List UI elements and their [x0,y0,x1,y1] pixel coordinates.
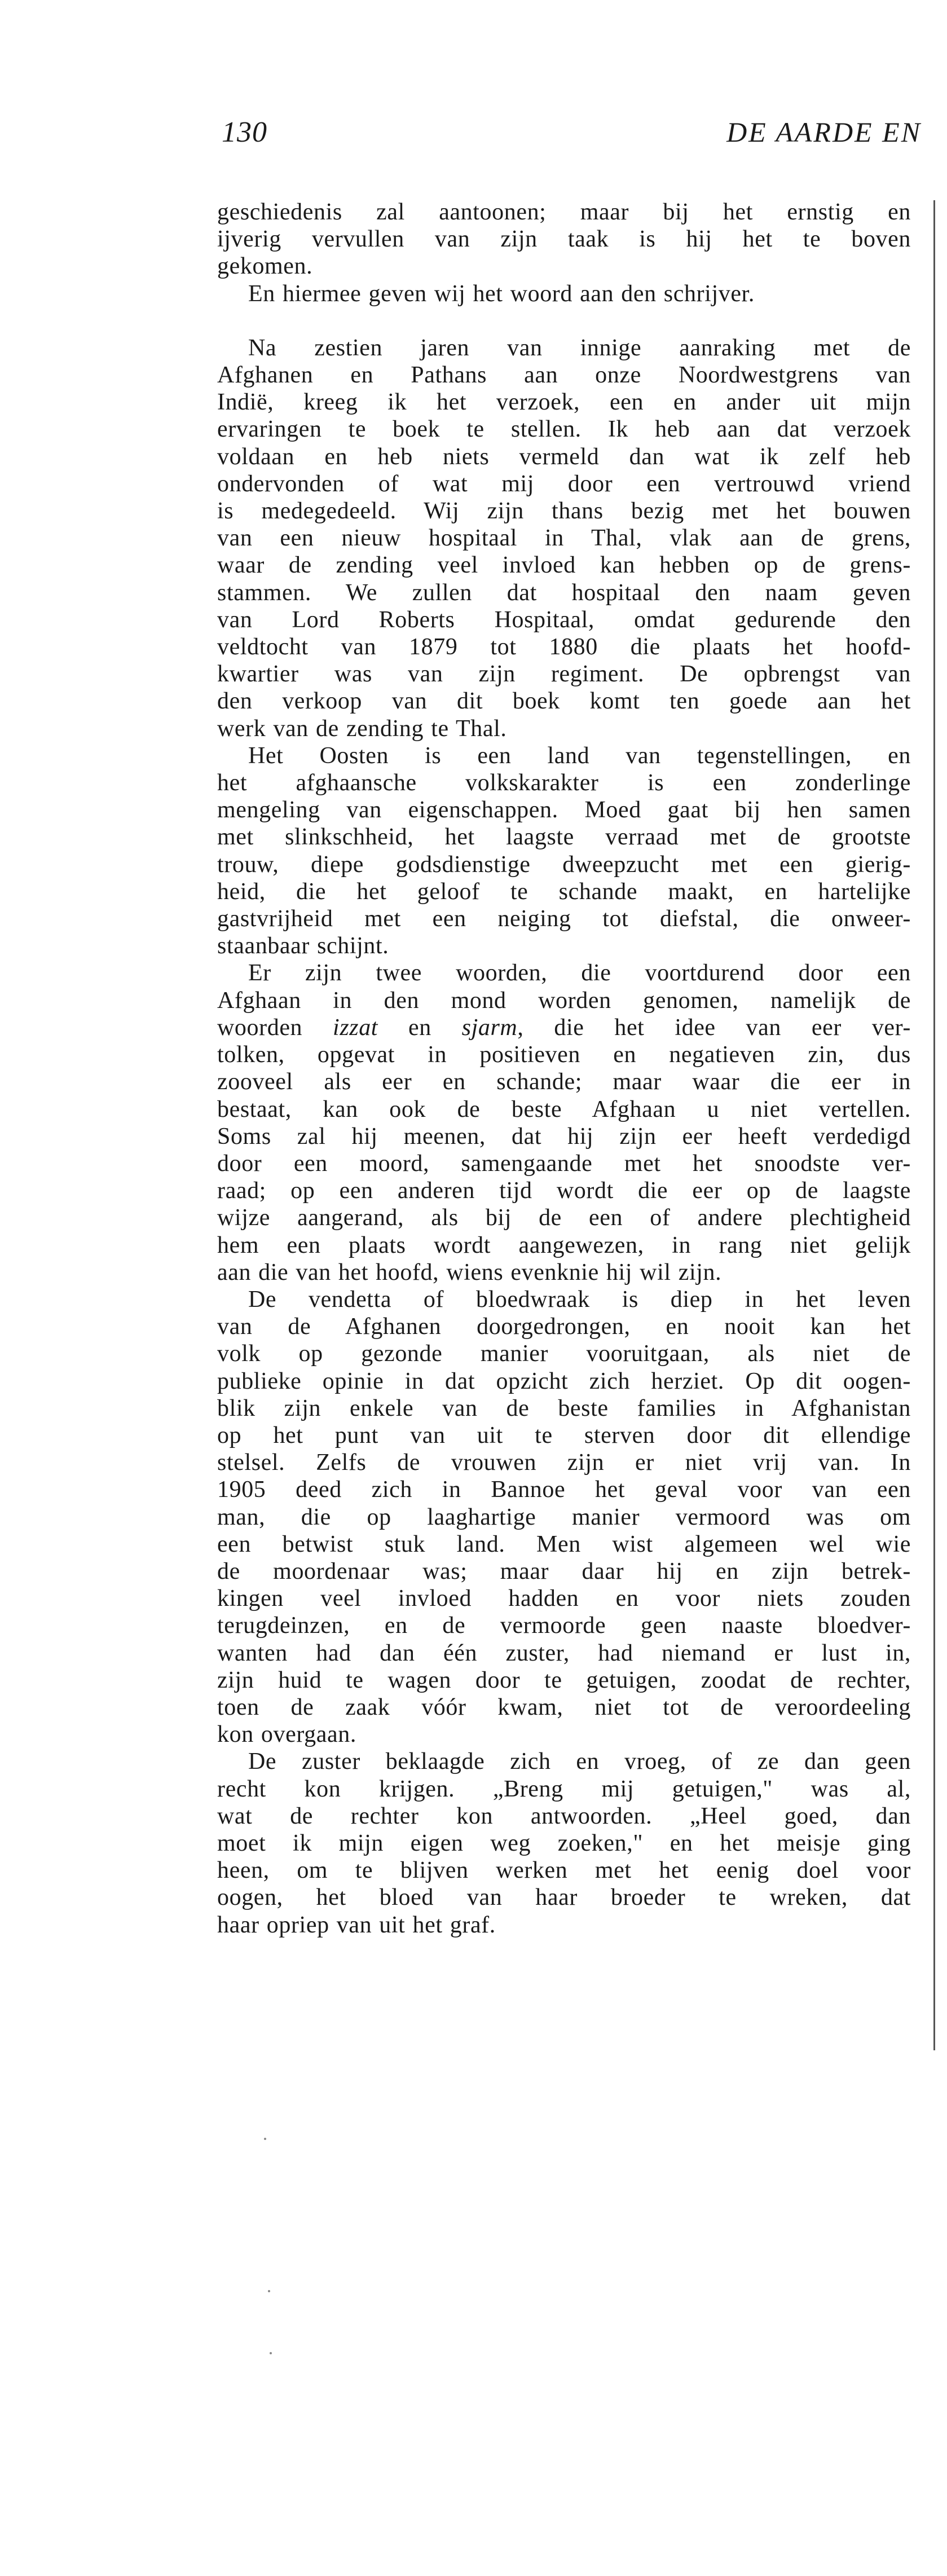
text-line: van de Afghanen doorgedrongen, en nooit kan het [217,1314,911,1340]
text-line: De zuster beklaagde zich en vroeg, of ze dan geen [248,1749,911,1775]
text-line: tolken, opgevat in positieven en negatieven zin, dus [217,1042,911,1068]
text-line: zijn huid te wagen door te getuigen, zoodat de rechter, [217,1667,911,1693]
text-line: publieke opinie in dat opzicht zich herziet. Op dit oogen- [217,1368,911,1394]
text-line: zooveel als eer en schande; maar waar die eer in [217,1069,911,1095]
text-line: op het punt van uit te sterven door dit ellendige [217,1422,911,1448]
paragraph [217,959,911,1285]
text-line: De vendetta of bloedwraak is diep in het leven [248,1286,911,1313]
text-line: moet ik mijn eigen weg zoeken," en het meisje ging [217,1830,911,1856]
text-line: gastvrijheid met een neiging tot diefstal, die onweer- [217,906,911,932]
text-line: kingen veel invloed hadden en voor niets zouden [217,1586,911,1612]
text-line: wanten had dan één zuster, had niemand er lust in, [217,1640,911,1666]
term-sjarm: sjarm [461,1014,518,1041]
text-line: Na zestien jaren van innige aanraking met de [248,334,911,361]
text-line: ondervonden of wat mij door een vertrouwd vriend [217,470,911,497]
text-line: kon overgaan. [217,1721,356,1748]
page-header [0,116,947,155]
text-line: toen de zaak vóór kwam, niet tot de veroordeeling [217,1694,911,1720]
text-line: geschiedenis zal aantoonen; maar bij het ernstig en [217,199,911,225]
text-line: mengeling van eigenschappen. Moed gaat bij hen samen [217,797,911,824]
text-line: de moordenaar was; maar daar hij en zijn betrek- [217,1558,911,1584]
paragraph [217,280,911,307]
text-line: werk van de zending te Thal. [217,715,507,742]
text-line: wijze aangerand, als bij de een of andere plechtigheid [217,1205,911,1231]
text-line: den verkoop van dit boek komt ten goede aan het [217,688,911,715]
text-line: stelsel. Zelfs de vrouwen zijn er niet vrij van. In [217,1450,911,1476]
text-line: oogen, het bloed van haar broeder te wreken, dat [217,1884,911,1911]
text-line: is medegedeeld. Wij zijn thans bezig met het bouwen [217,498,911,525]
text-line: heid, die het geloof te schande maakt, en hartelijke [217,878,911,905]
text-line: blik zijn enkele van de beste families in Afghanistan [217,1395,911,1421]
text-line: Het Oosten is een land van tegenstellingen, en [248,742,911,769]
text-line: raad; op een anderen tijd wordt die eer op de laagste [217,1178,911,1204]
paragraph-gap [217,307,911,334]
text-line: met slinkschheid, het laagste verraad met de grootste [217,824,911,851]
text-line: volk op gezonde manier vooruitgaan, als niet de [217,1341,911,1367]
text-line: Indië, kreeg ik het verzoek, een en ander uit mijn [217,389,911,416]
text-line: staanbaar schijnt. [217,933,389,959]
text-line: gekomen. [217,253,313,280]
text-line: En hiermee geven wij het woord aan den schrijver. [248,280,755,307]
running-title: DE AARDE EN [726,116,922,148]
text-line: ervaringen te boek te stellen. Ik heb aan dat verzoek [217,416,911,443]
paragraph [217,199,911,280]
text-line: heen, om te blijven werken met het eenig doel voor [217,1857,911,1884]
text-line: een betwist stuk land. Men wist algemeen wel wie [217,1531,911,1557]
text-line: man, die op laaghartige manier vermoord was om [217,1504,911,1530]
text-line: waar de zending veel invloed kan hebben op de grens- [217,552,911,579]
text-line: recht kon krijgen. „Breng mij getuigen," was al, [217,1776,911,1802]
body-text [217,199,911,1939]
text-line: voldaan en heb niets vermeld dan wat ik zelf heb [217,443,911,470]
text-line: aan die van het hoofd, wiens evenknie hij wil zijn. [217,1259,722,1285]
text-line: Soms zal hij meenen, dat hij zijn eer heeft verdedigd [217,1123,911,1150]
paragraph [217,742,911,960]
text-line: haar opriep van uit het graf. [217,1912,496,1938]
text-line: wat de rechter kon antwoorden. „Heel goed, dan [217,1803,911,1829]
term-izzat: izzat [333,1014,378,1041]
text-line: terugdeinzen, en de vermoorde geen naaste bloedver- [217,1613,911,1639]
text-line: Afghanen en Pathans aan onze Noordwestgrens van [217,362,911,389]
text-line: trouw, diepe godsdienstige dweepzucht met een gierig- [217,851,911,878]
text-line: kwartier was van zijn regiment. De opbrengst van [217,661,911,688]
margin-rule [933,200,935,2050]
text-line: door een moord, samengaande met het snoodste ver- [217,1150,911,1177]
text-line: het afghaansche volkskarakter is een zonderlinge [217,770,911,796]
text-line: 1905 deed zich in Bannoe het geval voor van een [217,1477,911,1503]
text-line: hem een plaats wordt aangewezen, in rang niet gelijk [217,1232,911,1258]
page-number: 130 [222,116,267,148]
text-line: van Lord Roberts Hospitaal, omdat gedurende den [217,606,911,633]
text-line: Er zijn twee woorden, die voortdurend door een [248,960,911,987]
text-line: woorden izzat en sjarm, die het idee van eer ver- [217,1014,911,1041]
paragraph [217,334,911,742]
text-line: van een nieuw hospitaal in Thal, vlak aan de grens, [217,525,911,552]
paper-speck [268,2290,270,2292]
paragraph [217,1748,911,1938]
text-line: veldtocht van 1879 tot 1880 die plaats het hoofd- [217,634,911,660]
text-line: Afghaan in den mond worden genomen, namelijk de [217,987,911,1014]
paragraph [217,1286,911,1748]
paper-speck [264,2138,266,2140]
text-line: bestaat, kan ook de beste Afghaan u niet vertellen. [217,1096,911,1122]
text-line: ijverig vervullen van zijn taak is hij het te boven [217,226,911,253]
text-line: stammen. We zullen dat hospitaal den naam geven [217,579,911,606]
paper-speck [270,2352,272,2354]
